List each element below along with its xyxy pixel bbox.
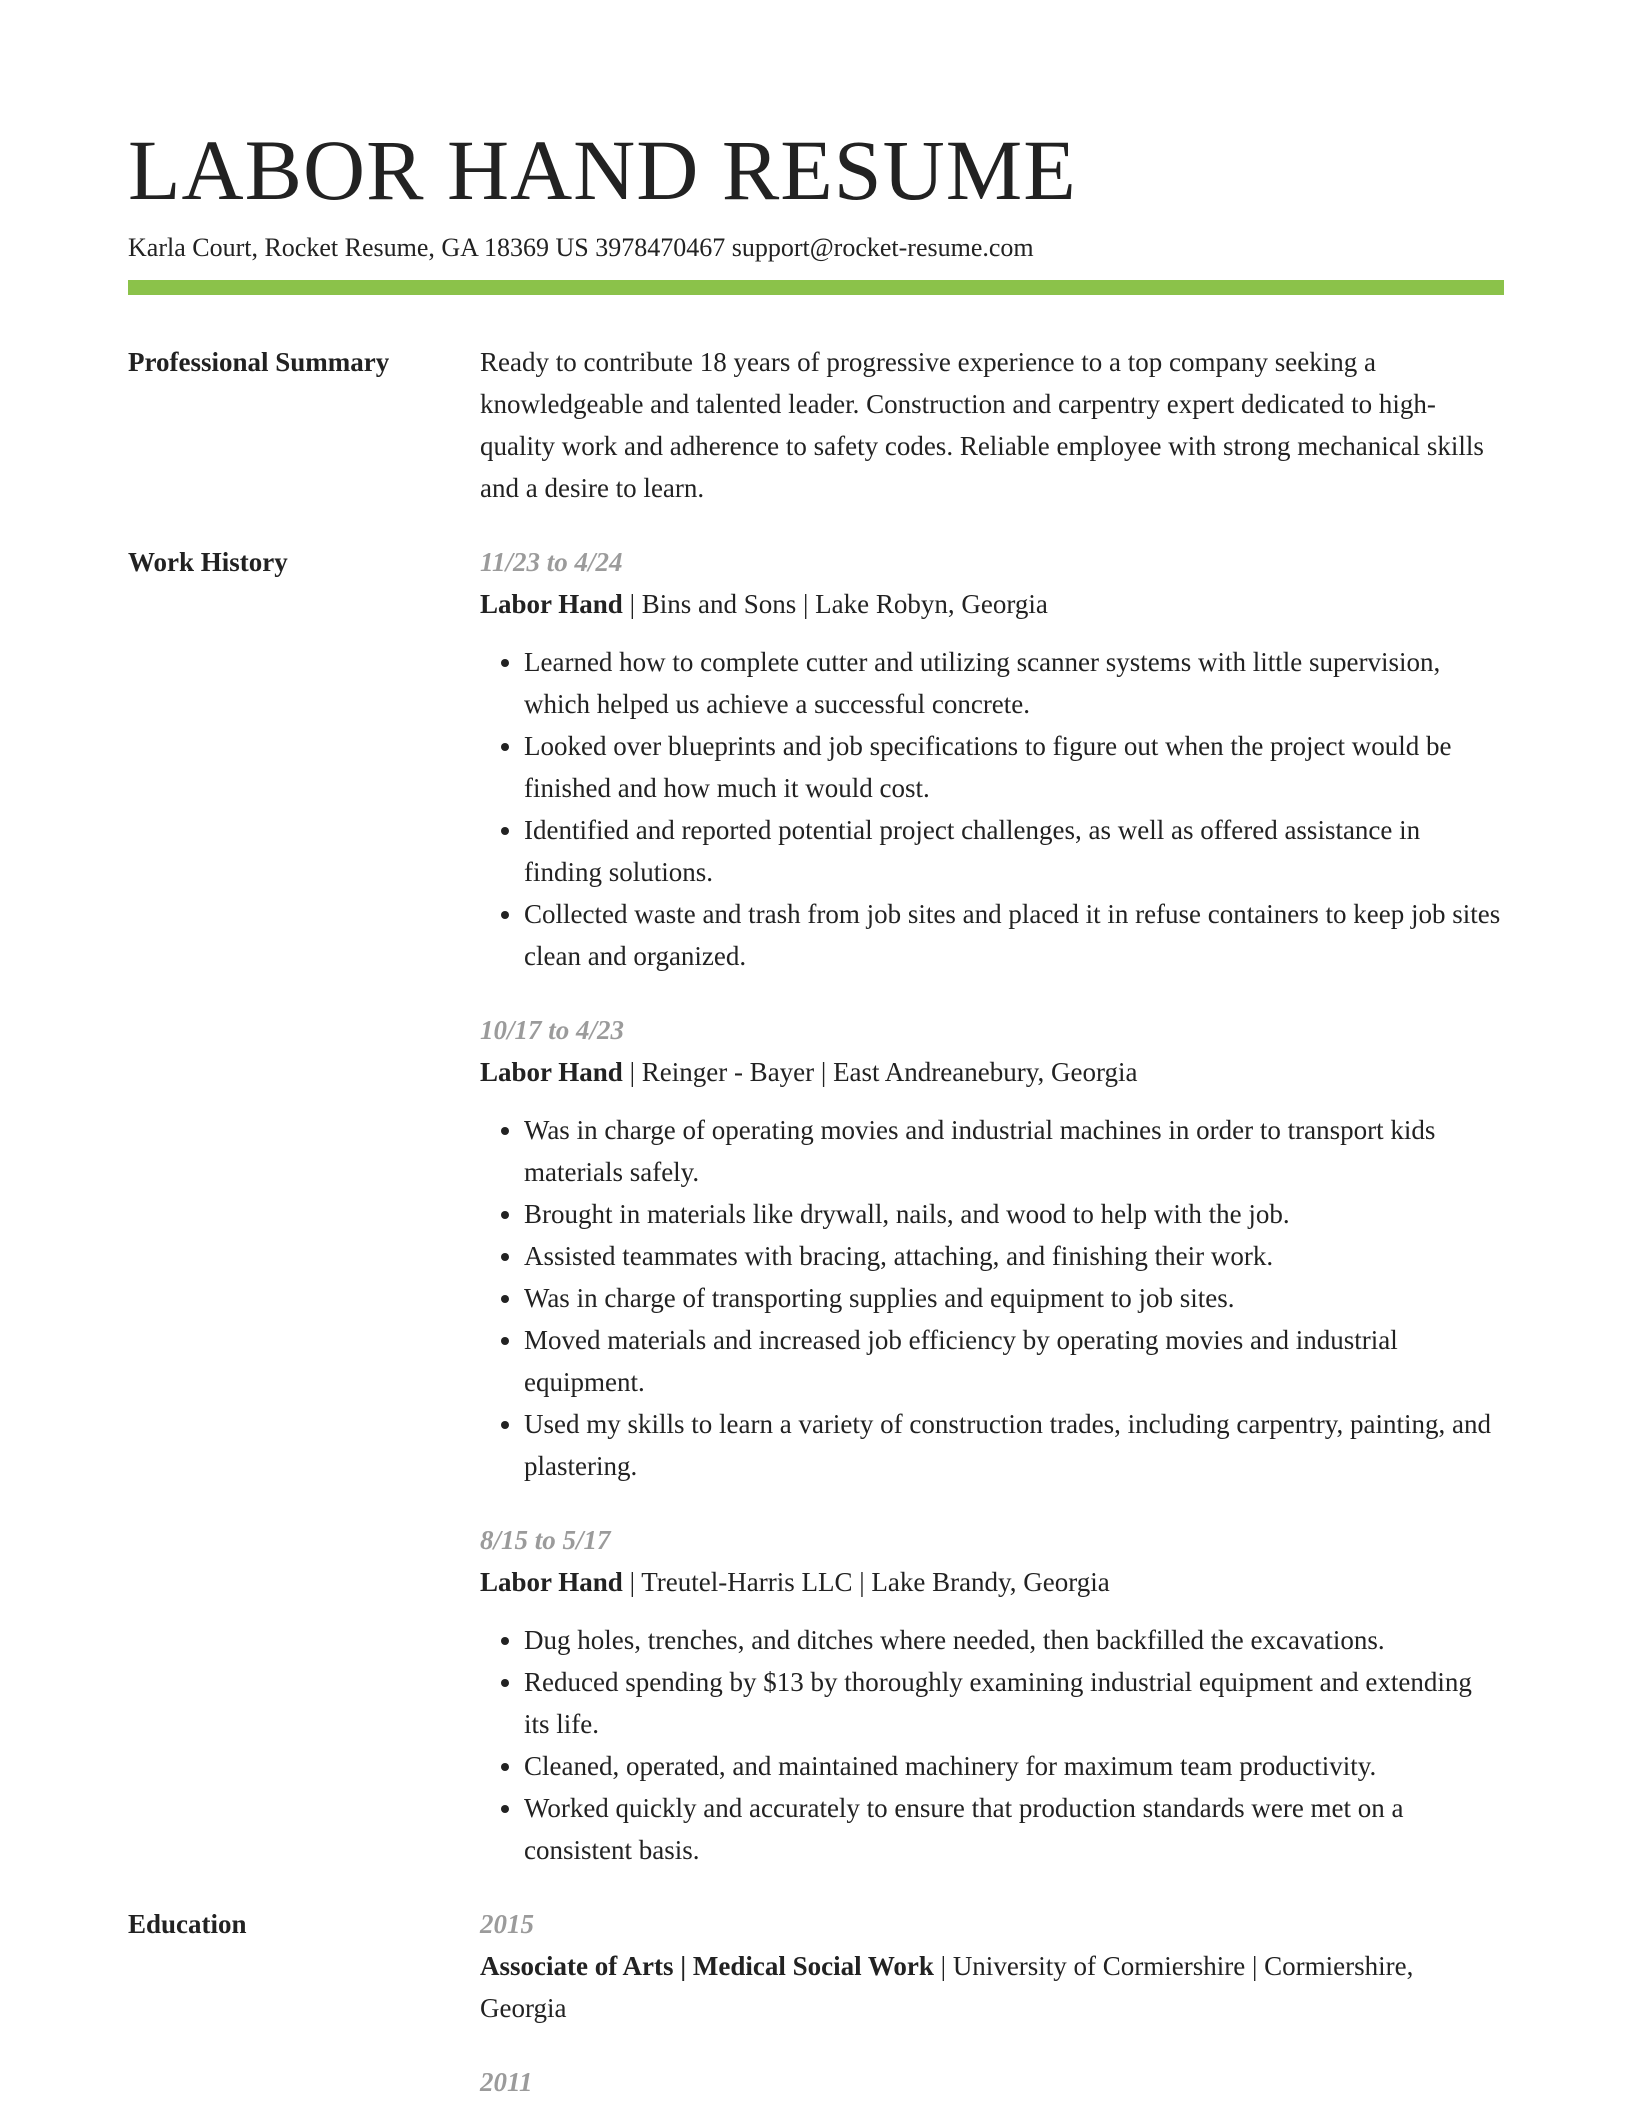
job-location: East Andreanebury, Georgia — [833, 1057, 1138, 1087]
section-work-history — [128, 541, 1504, 1871]
separator: | — [814, 1057, 834, 1087]
contact-phone: 3978470467 — [595, 233, 726, 262]
job-title: Labor Hand — [480, 1057, 623, 1087]
job-title: Labor Hand — [480, 1567, 623, 1597]
separator: | — [796, 589, 816, 619]
job-bullet: • Assisted teammates with bracing, attaching, and finishing their work. — [524, 1235, 1504, 1277]
section-label-work-history: Work History — [128, 547, 288, 577]
job-bullet: • Worked quickly and accurately to ensure that production standards were met on a consistent basis. — [524, 1787, 1504, 1871]
education-entry — [480, 2061, 1504, 2103]
separator: | — [622, 1567, 642, 1597]
resume-page — [128, 118, 1504, 2103]
job-company: Bins and Sons — [641, 589, 797, 619]
job-bullet: • Learned how to complete cutter and utilizing scanner systems with little supervision, which helped us achieve a successful concrete. — [524, 641, 1504, 725]
section-professional-summary — [128, 341, 1504, 509]
job-bullet: • Moved materials and increased job efficiency by operating movies and industrial equipment. — [524, 1319, 1504, 1403]
contact-line — [128, 230, 1504, 266]
job-company: Reinger - Bayer — [641, 1057, 815, 1087]
job-bullet: • Reduced spending by $13 by thoroughly examining industrial equipment and extending its life. — [524, 1661, 1504, 1745]
education-year: 2011 — [480, 2067, 533, 2097]
job-bullet: • Was in charge of transporting supplies and equipment to job sites. — [524, 1277, 1504, 1319]
job-title: Labor Hand — [480, 589, 623, 619]
contact-address: Karla Court, Rocket Resume, GA 18369 US — [128, 233, 589, 262]
summary-text: Ready to contribute 18 years of progressive experience to a top company seeking a knowledgeable and talented leader. Construction and carpentry expert dedicated to high-quality work and adherence to safety codes. Reliable employee with strong mechanical skills and a desire to learn. — [480, 347, 1484, 503]
job-dates: 11/23 to 4/24 — [480, 547, 623, 577]
job-bullet: • Looked over blueprints and job specifications to figure out when the project would be finished and how much it would cost. — [524, 725, 1504, 809]
section-body-summary — [480, 341, 1504, 509]
job-bullet: • Was in charge of operating movies and industrial machines in order to transport kids materials safely. — [524, 1109, 1504, 1193]
job-bullet: • Collected waste and trash from job sites and placed it in refuse containers to keep job sites clean and organized. — [524, 893, 1504, 977]
job-bullet: • Brought in materials like drywall, nails, and wood to help with the job. — [524, 1193, 1504, 1235]
education-location: Cormiershire, Georgia — [480, 1951, 1414, 2023]
job-role-line — [480, 583, 1504, 625]
job-entry — [480, 541, 1504, 977]
separator: | — [1245, 1951, 1265, 1981]
job-location: Lake Brandy, Georgia — [871, 1567, 1110, 1597]
section-label-summary: Professional Summary — [128, 347, 390, 377]
education-degree: Associate of Arts | Medical Social Work — [480, 1951, 934, 1981]
accent-divider — [128, 280, 1504, 295]
resume-title: LABOR HAND RESUME — [128, 122, 1077, 218]
job-entry — [480, 1009, 1504, 1487]
education-list — [480, 1903, 1504, 2103]
education-year: 2015 — [480, 1909, 534, 1939]
education-entry — [480, 1903, 1504, 2029]
work-history-list — [480, 541, 1504, 1871]
separator: | — [622, 589, 642, 619]
job-bullet-list — [480, 641, 1504, 977]
education-school: University of Cormiershire — [952, 1951, 1246, 1981]
job-bullet: • Identified and reported potential project challenges, as well as offered assistance in finding solutions. — [524, 809, 1504, 893]
job-bullet: • Used my skills to learn a variety of construction trades, including carpentry, painting, and plastering. — [524, 1403, 1504, 1487]
job-entry — [480, 1519, 1504, 1871]
separator: | — [622, 1057, 642, 1087]
job-role-line — [480, 1561, 1504, 1603]
section-label-education: Education — [128, 1909, 247, 1939]
job-dates: 10/17 to 4/23 — [480, 1015, 625, 1045]
section-education — [128, 1903, 1504, 2103]
education-detail-line — [480, 1945, 1504, 2029]
job-dates: 8/15 to 5/17 — [480, 1525, 611, 1555]
job-bullet: • Cleaned, operated, and maintained machinery for maximum team productivity. — [524, 1745, 1504, 1787]
separator: | — [852, 1567, 872, 1597]
job-company: Treutel-Harris LLC — [641, 1567, 853, 1597]
job-role-line — [480, 1051, 1504, 1093]
contact-email: support@rocket-resume.com — [731, 233, 1034, 262]
job-bullet-list — [480, 1619, 1504, 1871]
job-location: Lake Robyn, Georgia — [815, 589, 1048, 619]
separator: | — [933, 1951, 953, 1981]
job-bullet-list — [480, 1109, 1504, 1487]
job-bullet: • Dug holes, trenches, and ditches where needed, then backfilled the excavations. — [524, 1619, 1504, 1661]
